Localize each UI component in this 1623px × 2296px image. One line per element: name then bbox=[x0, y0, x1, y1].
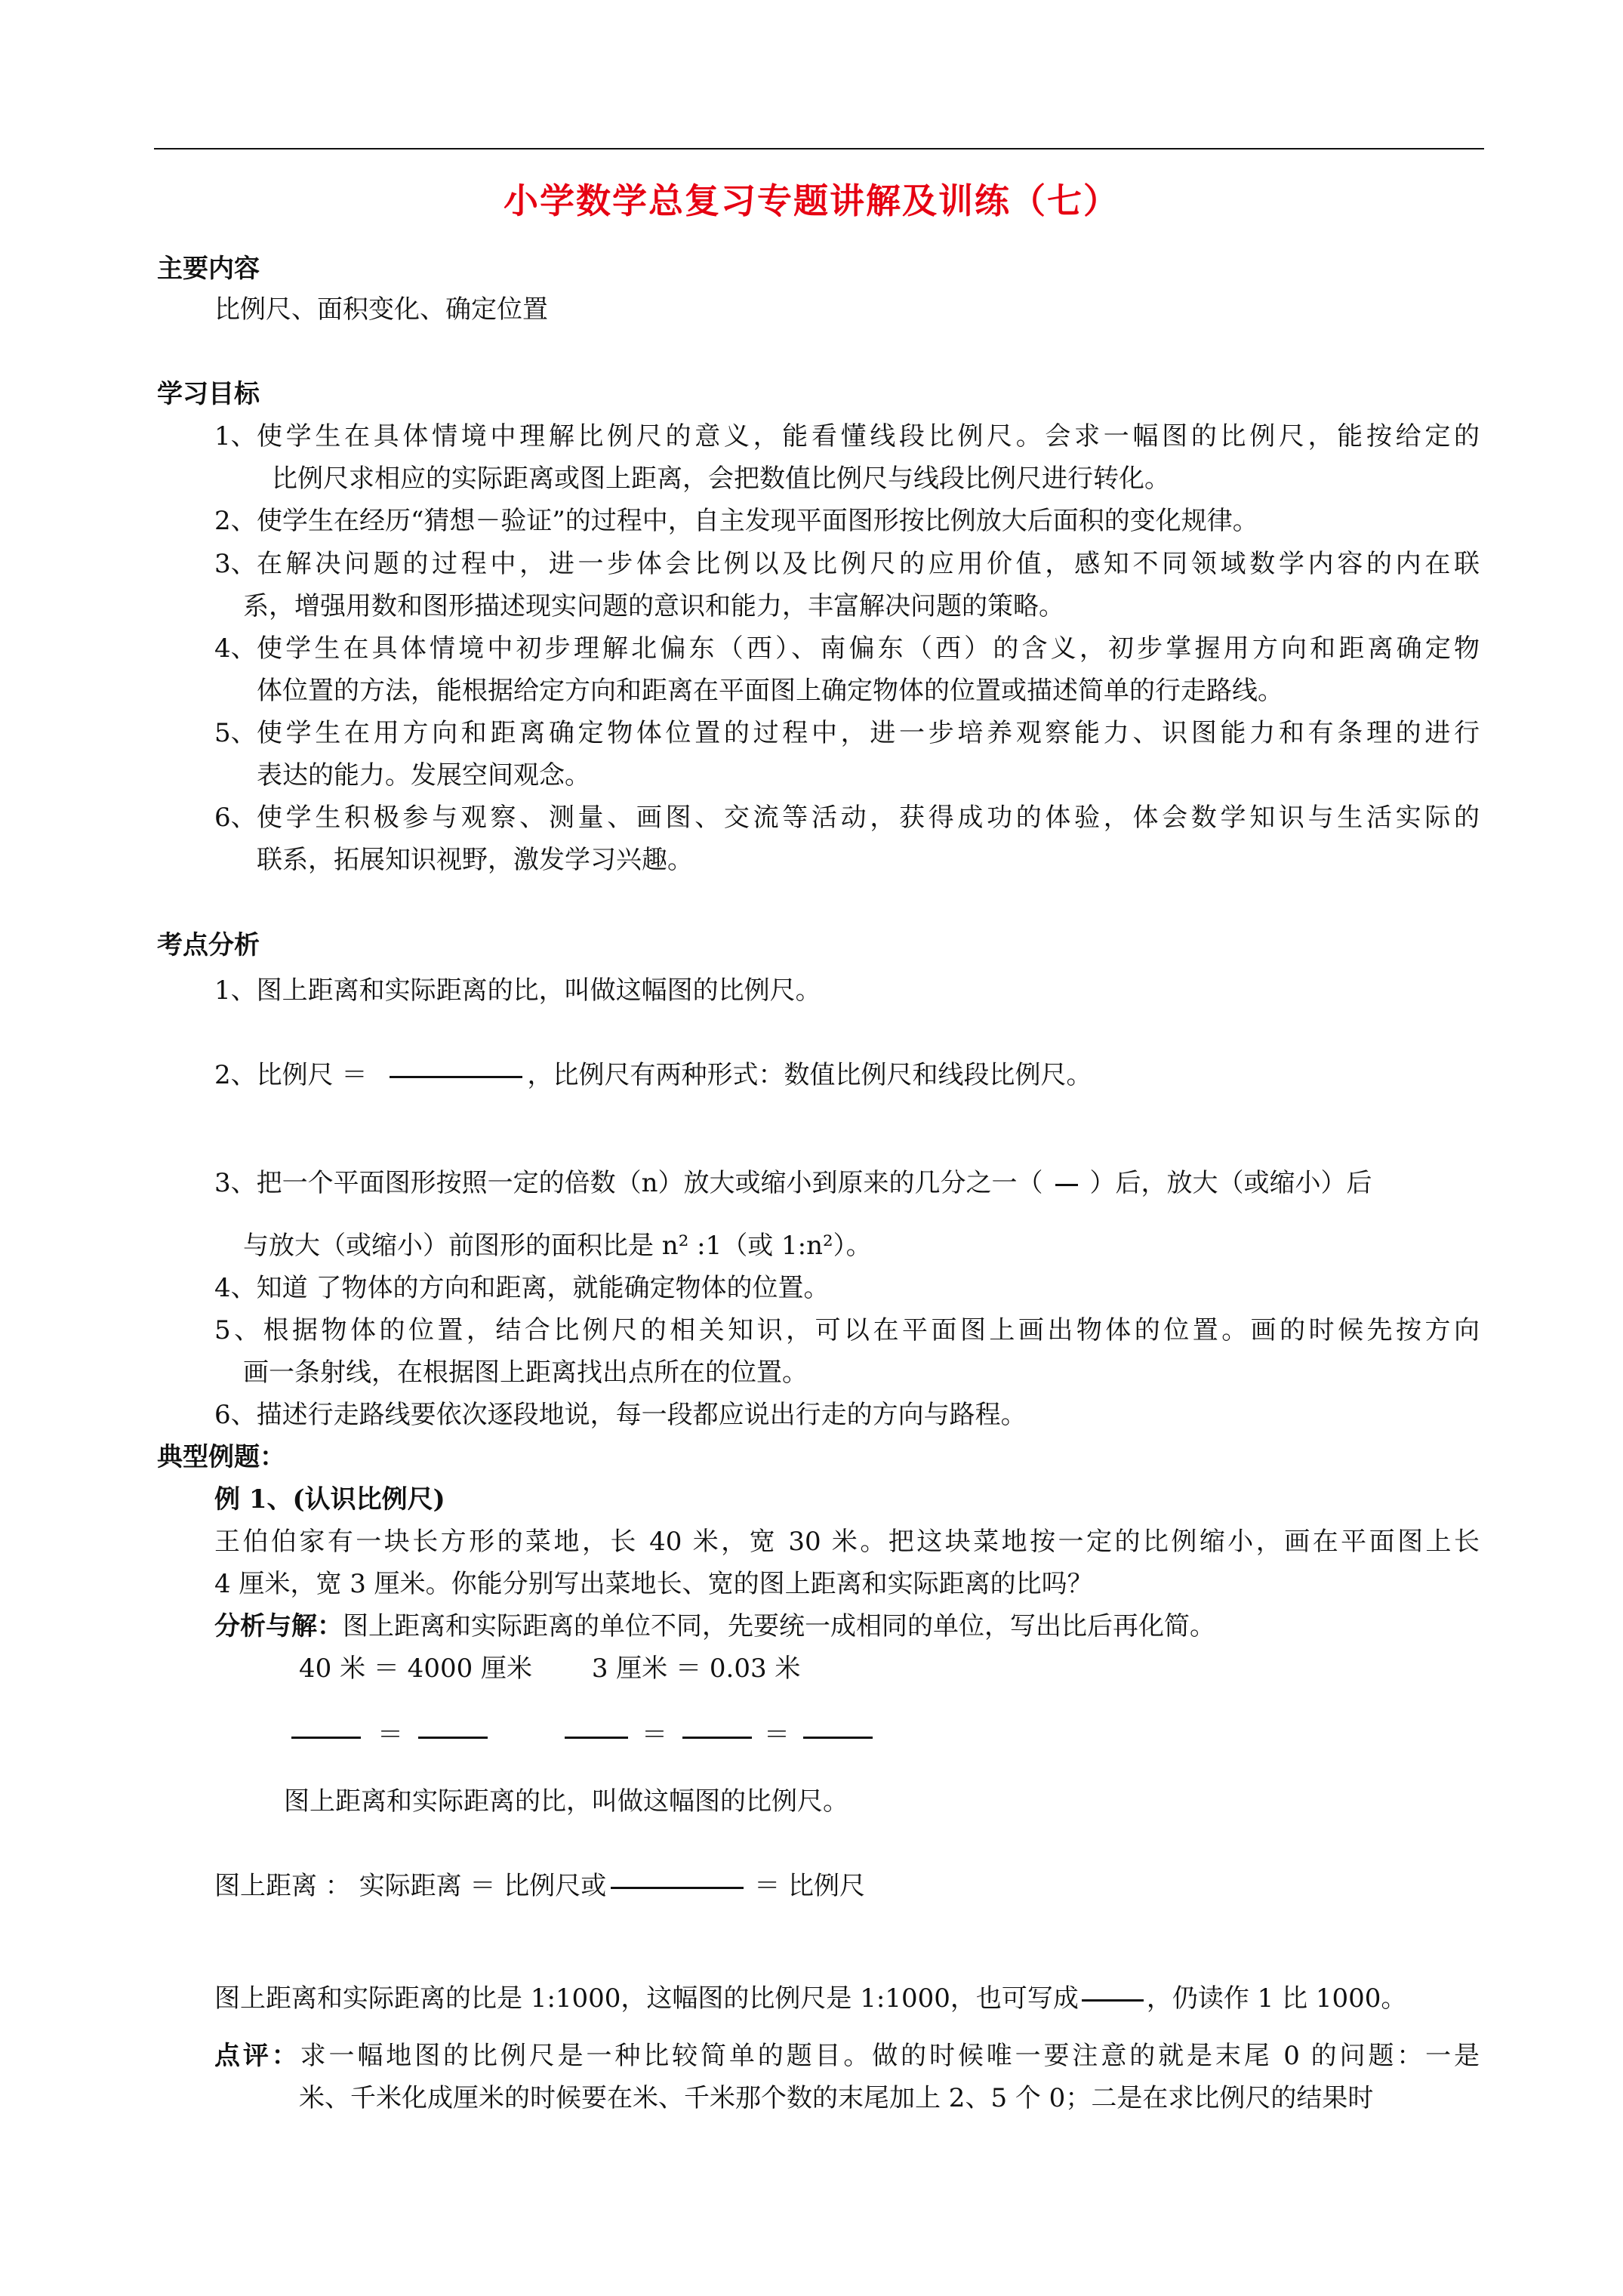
point-2 bbox=[214, 1060, 1092, 1091]
fraction-blank bbox=[1055, 1184, 1078, 1186]
comment-text: 求一幅地图的比例尺是一种比较简单的题目。做的时候唯一要注意的就是末尾 0 的问题：一是 bbox=[300, 2041, 1480, 2071]
point-2-tail: ，比例尺有两种形式：数值比例尺和线段比例尺。 bbox=[527, 1060, 1092, 1090]
comment-continued: 米、千米化成厘米的时候要在米、千米那个数的末尾加上 2、5 个 0；二是在求比例尺的结果时 bbox=[299, 2083, 1374, 2113]
goal-text: 使学生在具体情境中理解比例尺的意义，能看懂线段比例尺。会求一幅图的比例尺，能按给定的 bbox=[257, 421, 1480, 451]
goal-text: 系，增强用数和图形描述现实问题的意识和能力，丰富解决问题的策略。 bbox=[243, 591, 1064, 621]
point-6: 6、描述行走路线要依次逐段地说，每一段都应说出行走的方向与路程。 bbox=[214, 1400, 1027, 1430]
point-4: 4、知道 了物体的方向和距离，就能确定物体的位置。 bbox=[214, 1273, 830, 1303]
ratio-statement-lead: 图上距离和实际距离的比是 1:1000，这幅图的比例尺是 1:1000，也可写成 bbox=[214, 1983, 1079, 2014]
goal-text: 使学生积极参与观察、测量、画图、交流等活动，获得成功的体验，体会数学知识与生活实际的 bbox=[257, 803, 1480, 833]
fraction-blank bbox=[565, 1737, 628, 1739]
example-1-text-continued: 4 厘米，宽 3 厘米。你能分别写出菜地长、宽的图上距离和实际距离的比吗？ bbox=[214, 1569, 1093, 1599]
point-1: 1、图上距离和实际距离的比，叫做这幅图的比例尺。 bbox=[214, 975, 821, 1006]
fraction-blank bbox=[682, 1737, 752, 1739]
scale-formula-lead: 图上距离 ： 实际距离 ＝ 比例尺或 bbox=[214, 1871, 607, 1901]
goal-number: 3、 bbox=[214, 549, 257, 579]
equals-sign: ＝ bbox=[642, 1720, 667, 1750]
goal-text: 在解决问题的过程中，进一步体会比例以及比例尺的应用价值，感知不同领域数学内容的内在联 bbox=[257, 549, 1480, 579]
unit-conversion: 40 米 ＝ 4000 厘米 3 厘米 ＝ 0.03 米 bbox=[299, 1653, 801, 1684]
goal-text: 使学生在经历“猜想－验证”的过程中，自主发现平面图形按比例放大后面积的变化规律。 bbox=[257, 506, 1258, 536]
point-3 bbox=[214, 1168, 1372, 1199]
example-1-text: 王伯伯家有一块长方形的菜地，长 40 米，宽 30 米。把这块菜地按一定的比例缩小，画在平面图上长 bbox=[214, 1527, 1480, 1557]
point-5-continued: 画一条射线，在根据图上距离找出点所在的位置。 bbox=[243, 1358, 808, 1388]
header-rule bbox=[154, 148, 1484, 149]
goal-text: 使学生在具体情境中初步理解北偏东（西）、南偏东（西）的含义，初步掌握用方向和距离确定物 bbox=[257, 633, 1480, 664]
examples-heading: 典型例题： bbox=[157, 1442, 285, 1472]
ratio-statement-tail: ，仍读作 1 比 1000。 bbox=[1146, 1983, 1407, 2014]
equals-sign: ＝ bbox=[377, 1720, 403, 1750]
example-1-title: 例 1、(认识比例尺) bbox=[214, 1484, 445, 1515]
points-heading: 考点分析 bbox=[157, 930, 260, 960]
analysis-text: 图上距离和实际距离的单位不同，先要统一成相同的单位，写出比后再化简。 bbox=[343, 1611, 1215, 1641]
goal-text: 联系，拓展知识视野，激发学习兴趣。 bbox=[257, 845, 693, 875]
fraction-blank bbox=[611, 1887, 744, 1889]
fraction-blank bbox=[803, 1737, 873, 1739]
goals-heading: 学习目标 bbox=[157, 379, 260, 409]
scale-formula bbox=[214, 1871, 865, 1902]
fraction-blank bbox=[390, 1076, 522, 1078]
goal-number: 1、 bbox=[214, 421, 257, 451]
ratio-statement bbox=[214, 1983, 1406, 2014]
point-3-lead: 3、把一个平面图形按照一定的倍数（n）放大或缩小到原来的几分之一（ bbox=[214, 1168, 1043, 1198]
scale-definition: 图上距离和实际距离的比，叫做这幅图的比例尺。 bbox=[284, 1786, 848, 1817]
analysis-label: 分析与解： bbox=[214, 1611, 343, 1641]
goal-text: 比例尺求相应的实际距离或图上距离，会把数值比例尺与线段比例尺进行转化。 bbox=[272, 464, 1170, 494]
point-3-tail: ）后，放大（或缩小）后 bbox=[1089, 1168, 1372, 1198]
goal-text: 使学生在用方向和距离确定物体位置的过程中，进一步培养观察能力、识图能力和有条理的进行 bbox=[257, 718, 1480, 748]
point-5: 5、根据物体的位置，结合比例尺的相关知识，可以在平面图上画出物体的位置。画的时候先按方向 bbox=[214, 1315, 1480, 1345]
goal-number: 2、 bbox=[214, 506, 257, 536]
goal-text: 体位置的方法，能根据给定方向和距离在平面图上确定物体的位置或描述简单的行走路线。 bbox=[257, 676, 1283, 706]
comment-label: 点评： bbox=[214, 2041, 300, 2071]
goal-number: 6、 bbox=[214, 803, 257, 833]
fraction-blank bbox=[1082, 1999, 1144, 2002]
equals-sign: ＝ bbox=[764, 1720, 790, 1750]
main-content-heading: 主要内容 bbox=[157, 254, 260, 284]
comment bbox=[214, 2041, 1480, 2072]
goal-number: 5、 bbox=[214, 718, 257, 748]
goal-number: 4、 bbox=[214, 633, 257, 664]
point-2-lead: 2、比例尺 ＝ bbox=[214, 1060, 368, 1090]
main-content-body: 比例尺、面积变化、确定位置 bbox=[214, 294, 548, 325]
fraction-blank bbox=[291, 1737, 361, 1739]
page-title: 小学数学总复习专题讲解及训练（七） bbox=[504, 180, 1119, 221]
fraction-blank bbox=[418, 1737, 488, 1739]
analysis bbox=[214, 1611, 1215, 1642]
goal-text: 表达的能力。发展空间观念。 bbox=[257, 760, 590, 791]
point-3-continued: 与放大（或缩小）前图形的面积比是 n² :1（或 1:n²）。 bbox=[243, 1231, 872, 1261]
scale-formula-tail: ＝ 比例尺 bbox=[754, 1871, 866, 1901]
